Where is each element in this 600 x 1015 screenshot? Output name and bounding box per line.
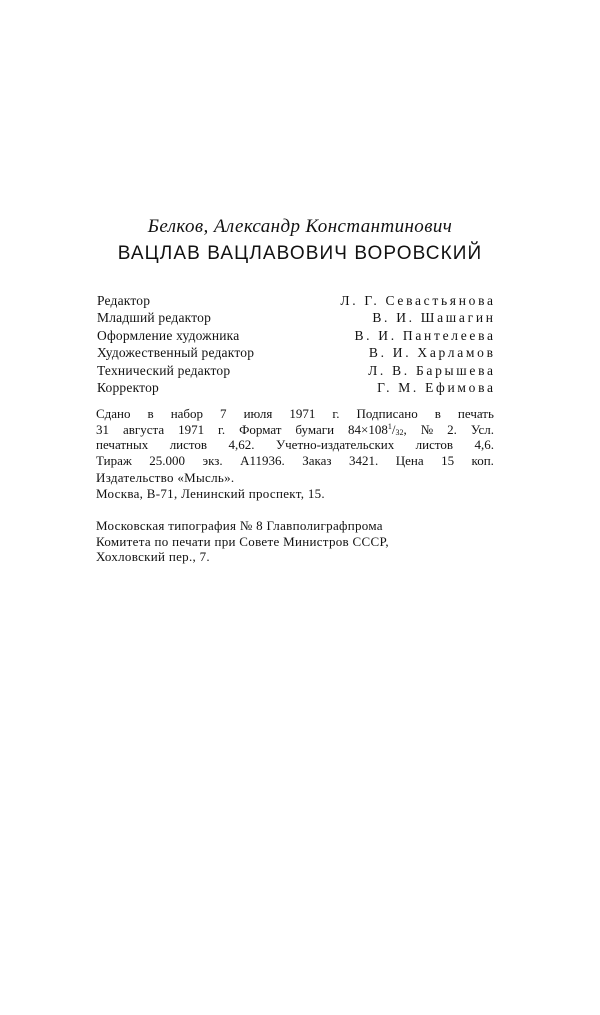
credit-row-proofreader	[97, 379, 496, 396]
word: Учетно-издательских	[275, 437, 395, 452]
word: в	[147, 406, 154, 421]
word: 3421.	[349, 452, 379, 468]
word: листов	[415, 437, 454, 452]
credit-role: Оформление художника	[97, 327, 240, 343]
credit-row-design	[97, 327, 496, 344]
print-details-line	[96, 453, 494, 469]
publisher-name: Издательство «Мысль».	[96, 470, 235, 485]
publisher-address: Москва, В-71, Ленинский проспект, 15.	[96, 485, 325, 501]
word: №	[420, 421, 434, 437]
word: листов	[169, 437, 208, 452]
word: 4,62.	[228, 437, 255, 452]
format-comma: ,	[403, 421, 407, 437]
paper-format	[348, 422, 407, 438]
credit-row-editor	[97, 292, 496, 309]
format-sub: 32	[395, 427, 404, 437]
print-details-line	[96, 437, 494, 453]
word: Заказ	[302, 452, 332, 468]
word: Сдано	[96, 406, 131, 421]
word: 25.000	[149, 452, 186, 468]
credit-role: Технический редактор	[97, 362, 231, 378]
credit-role: Редактор	[97, 293, 151, 308]
credit-row-art-editor	[97, 344, 496, 361]
word: Тираж	[96, 452, 132, 468]
word: 31	[96, 421, 109, 437]
author-name: Белков, Александр Константинович	[147, 216, 453, 237]
publisher-info	[96, 470, 494, 501]
word: июля	[243, 406, 273, 421]
credit-row-tech-editor	[97, 362, 496, 379]
word: коп.	[471, 452, 494, 468]
word: бумаги	[295, 421, 335, 437]
word: А11936.	[240, 452, 285, 468]
word: 4,6.	[474, 437, 494, 452]
word: г.	[218, 421, 226, 437]
word: в	[434, 406, 441, 421]
credit-name: Л. Г. Севастьянова	[340, 293, 496, 308]
word: Усл.	[470, 421, 494, 437]
credit-name: В. И. Пантелеева	[354, 327, 496, 343]
word: 7	[220, 406, 227, 421]
print-details	[96, 406, 494, 468]
word: экз.	[202, 452, 223, 468]
word: Формат	[239, 421, 282, 437]
print-details-line	[96, 406, 494, 422]
format-sup: 1	[387, 421, 392, 431]
credit-name: В. И. Харламов	[368, 345, 496, 361]
credit-row-junior-editor	[97, 309, 496, 326]
word: Подписано	[356, 406, 418, 421]
word: 15	[441, 452, 455, 468]
credit-role: Младший редактор	[97, 310, 212, 326]
printer-info	[96, 518, 494, 565]
word: 1971	[178, 421, 205, 437]
printer-line: Комитета по печати при Совете Министров СССР,	[96, 533, 389, 549]
word: печать	[457, 406, 494, 421]
credits-list	[97, 292, 496, 396]
word: набор	[170, 406, 204, 421]
printer-line: Московская типография № 8 Главполиграфпрома	[96, 518, 383, 533]
word: августа	[122, 421, 165, 437]
credit-name: В. И. Шашагин	[372, 310, 496, 326]
format-sep: /	[391, 421, 396, 437]
word: 2.	[447, 421, 457, 437]
print-details-line	[96, 422, 494, 438]
credit-name: Л. В. Барышева	[368, 362, 496, 378]
credit-name: Г. М. Ефимова	[377, 379, 496, 395]
word: г.	[332, 406, 340, 421]
printer-address: Хохловский пер., 7.	[96, 549, 210, 564]
word: Цена	[395, 452, 424, 468]
credit-role: Художественный редактор	[97, 345, 255, 361]
credit-role: Корректор	[97, 379, 159, 395]
format-main: 84×108	[348, 421, 388, 437]
book-title: ВАЦЛАВ ВАЦЛАВОВИЧ ВОРОВСКИЙ	[117, 243, 483, 264]
word: 1971	[289, 406, 316, 421]
word: печатных	[96, 437, 149, 452]
